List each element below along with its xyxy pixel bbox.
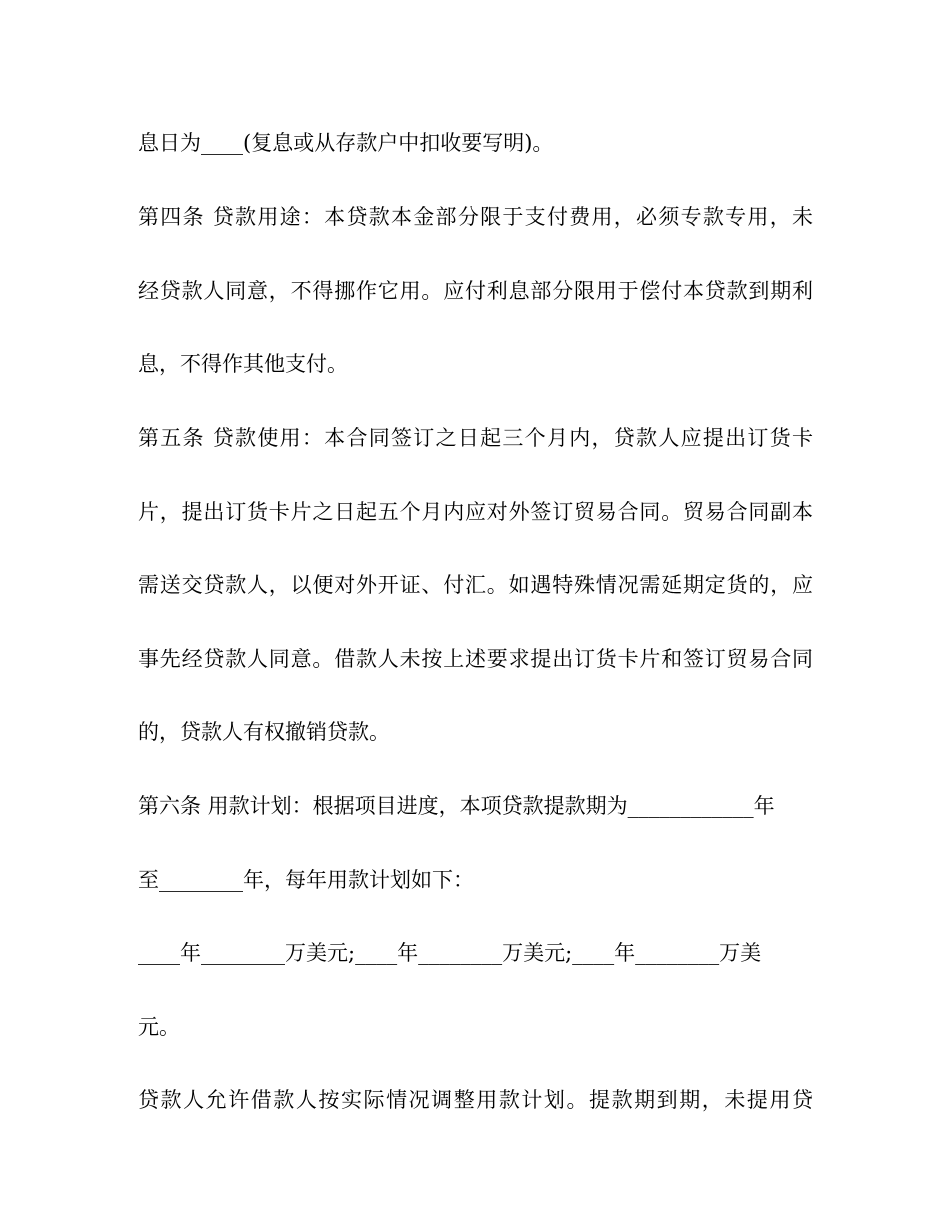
text-line: 经贷款人同意，不得挪作它用。应付利息部分限用于偿付本贷款到期利	[138, 279, 813, 303]
text-line: 第六条 用款计划：根据项目进度，本项贷款提款期为____________年	[138, 794, 775, 818]
text-line: 需送交贷款人，以便对外开证、付汇。如遇特殊情况需延期定货的，应	[138, 573, 813, 597]
text-line: 息，不得作其他支付。	[138, 352, 348, 376]
text-line: 片，提出订货卡片之日起五个月内应对外签订贸易合同。贸易合同副本	[138, 500, 813, 524]
text-line: 第五条 贷款使用：本合同签订之日起三个月内，贷款人应提出订货卡	[138, 426, 813, 450]
text-line: ____年________万美元;____年________万美元;____年________万美	[138, 941, 762, 965]
text-line: 事先经贷款人同意。借款人未按上述要求提出订货卡片和签订贸易合同	[138, 647, 813, 671]
text-line: 第四条 贷款用途：本贷款本金部分限于支付费用，必须专款专用，未	[138, 205, 813, 229]
text-line: 至________年，每年用款计划如下：	[138, 868, 474, 892]
text-line: 元。	[138, 1015, 180, 1039]
text-line: 的，贷款人有权撤销贷款。	[138, 720, 390, 744]
text-line: 贷款人允许借款人按实际情况调整用款计划。提款期到期，未提用贷	[138, 1088, 813, 1112]
text-line: 息日为____(复息或从存款户中扣收要写明)。	[138, 131, 554, 155]
